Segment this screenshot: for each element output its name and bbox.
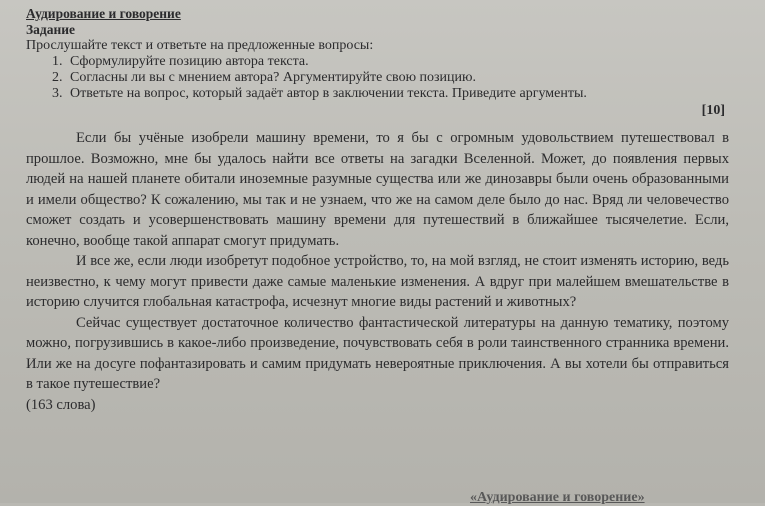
score-label: [10] xyxy=(701,103,725,118)
text-paragraph: Сейчас существует достаточное количество фантастической литературы на данную тематику, поэтому можно, погрузившись в какое-либо произведение, почувствовать себя в роли таинственного странника времени. Или же на досуге пофантазировать и самим придумать невероятные приключения. А вы хотели бы отправиться в такое путешествие? xyxy=(26,314,729,392)
question-item: 2. Согласны ли вы с мнением автора? Аргументируйте свою позицию. xyxy=(66,70,729,86)
question-item: 1. Сформулируйте позицию автора текста. xyxy=(66,54,729,70)
text-paragraph: Если бы учёные изобрели машину времени, то я бы с огромным удовольствием путешествовал в прошлое. Возможно, мне бы удалось найти все ответы на загадки Вселенной. Может, до появления первых людей на нашей планете обитали иноземные разумные существа или же динозавры были очень образованными и имели общество? К сожалению, мы так и не узнаем, что же на самом деле было до нас. Вряд ли человечество сможет создать и усовершенствовать машину времени для путешествий в ближайшее тысячелетие. Если, конечно, вообще такой аппарат смогут придумать. xyxy=(26,130,729,249)
task-heading: Задание xyxy=(26,22,76,37)
text-paragraph: И все же, если люди изобретут подобное устройство, то, на мой взгляд, не стоит изменять историю, ведь неизвестно, к чему могут привести даже самые маленькие изменения. А вдруг при малейшем вмешательстве в историю случится глобальная катастрофа, исчезнут многие виды растений и животных? xyxy=(26,253,729,310)
word-count: (163 слова) xyxy=(26,396,96,413)
questions-list xyxy=(26,54,729,102)
section-title: Аудирование и говорение xyxy=(26,6,181,21)
reading-text xyxy=(26,128,729,395)
next-section-title-fragment: «Аудирование и говорение» xyxy=(470,490,645,505)
instruction-text: Прослушайте текст и ответьте на предложенные вопросы: xyxy=(26,38,374,53)
question-item: 3. Ответьте на вопрос, который задаёт автор в заключении текста. Приведите аргументы. xyxy=(66,86,729,102)
